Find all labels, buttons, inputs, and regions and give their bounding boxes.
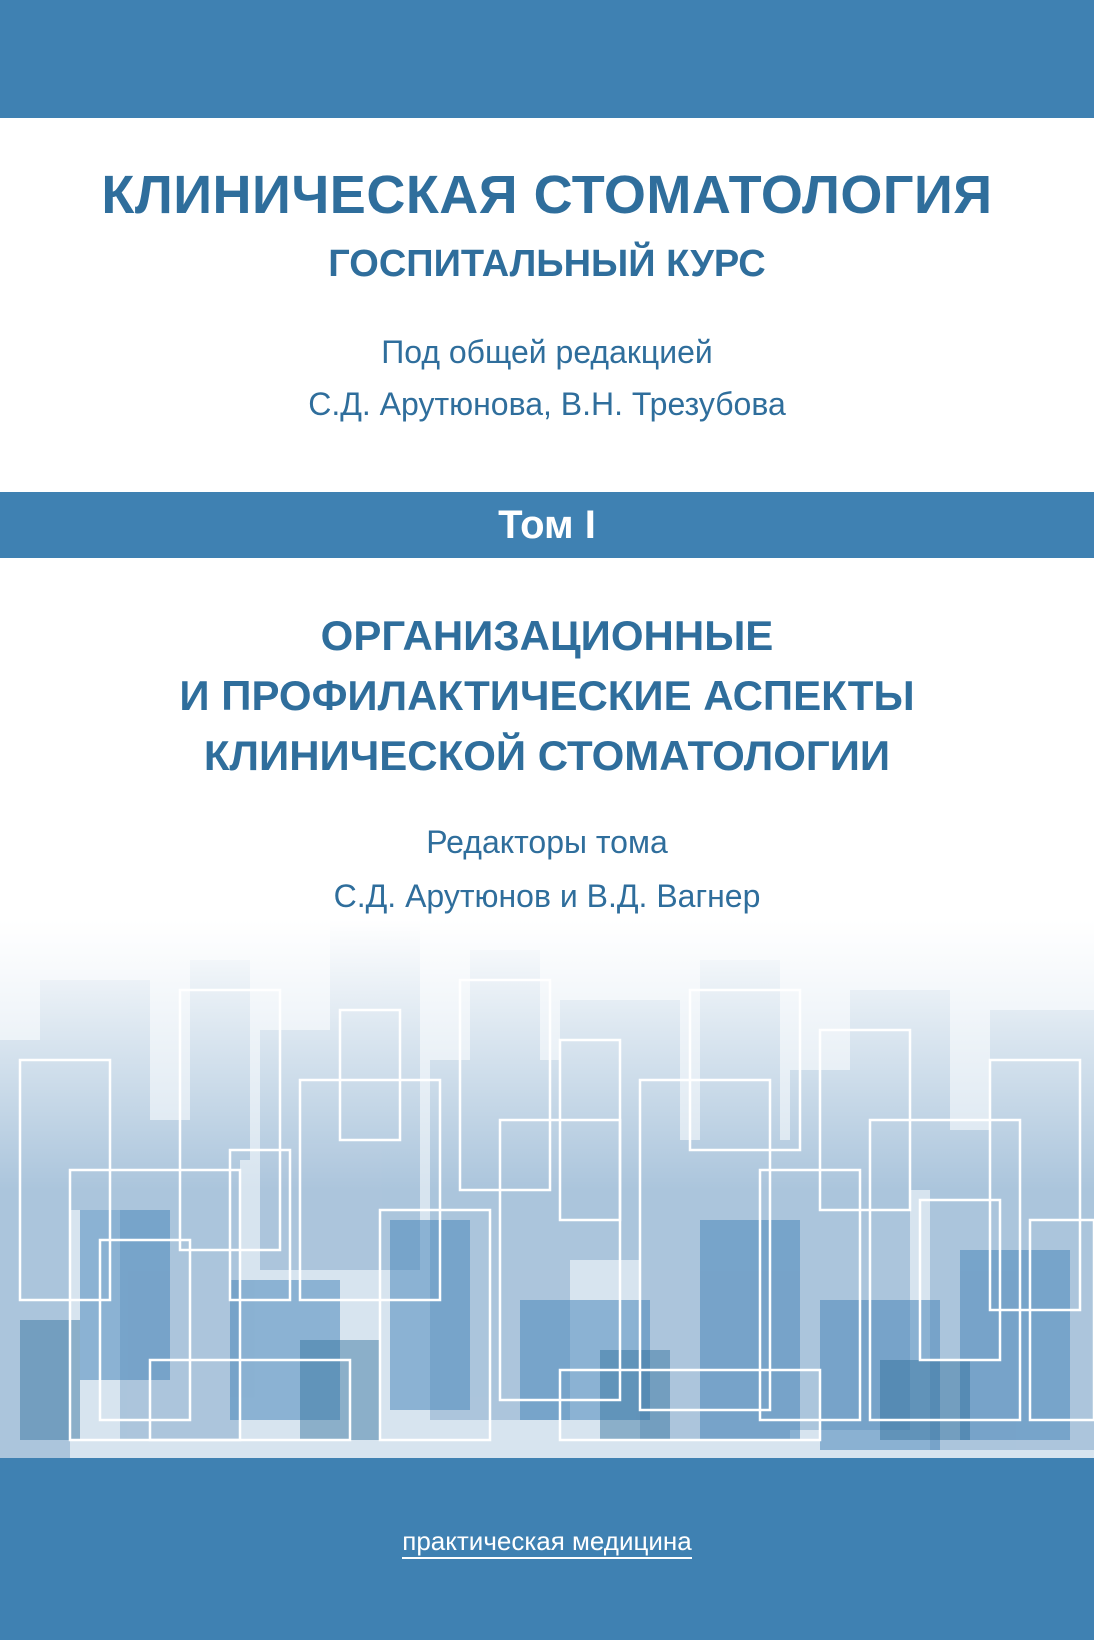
volume-label: Том I (498, 503, 596, 547)
general-editor-label: Под общей редакцией (381, 334, 713, 370)
volume-editor-label: Редакторы тома (426, 824, 668, 860)
volume-title-line: КЛИНИЧЕСКОЙ СТОМАТОЛОГИИ (203, 732, 891, 779)
decorative-rectangle-pattern (0, 920, 1094, 1460)
volume-editor-names: С.Д. Арутюнов и В.Д. Вагнер (333, 878, 761, 914)
volume-title-line: И ПРОФИЛАКТИЧЕСКИЕ АСПЕКТЫ (179, 672, 915, 719)
book-subtitle: ГОСПИТАЛЬНЫЙ КУРС (328, 243, 766, 285)
volume-title-line: ОРГАНИЗАЦИОННЫЕ (320, 612, 774, 659)
publisher-name: практическая медицина (402, 1526, 692, 1559)
publisher-logo (0, 1524, 1094, 1558)
top-color-band (0, 0, 1094, 118)
volume-title (0, 606, 1094, 786)
general-editor-names: С.Д. Арутюнова, В.Н. Трезубова (308, 386, 786, 422)
book-title: КЛИНИЧЕСКАЯ СТОМАТОЛОГИЯ (101, 165, 993, 225)
